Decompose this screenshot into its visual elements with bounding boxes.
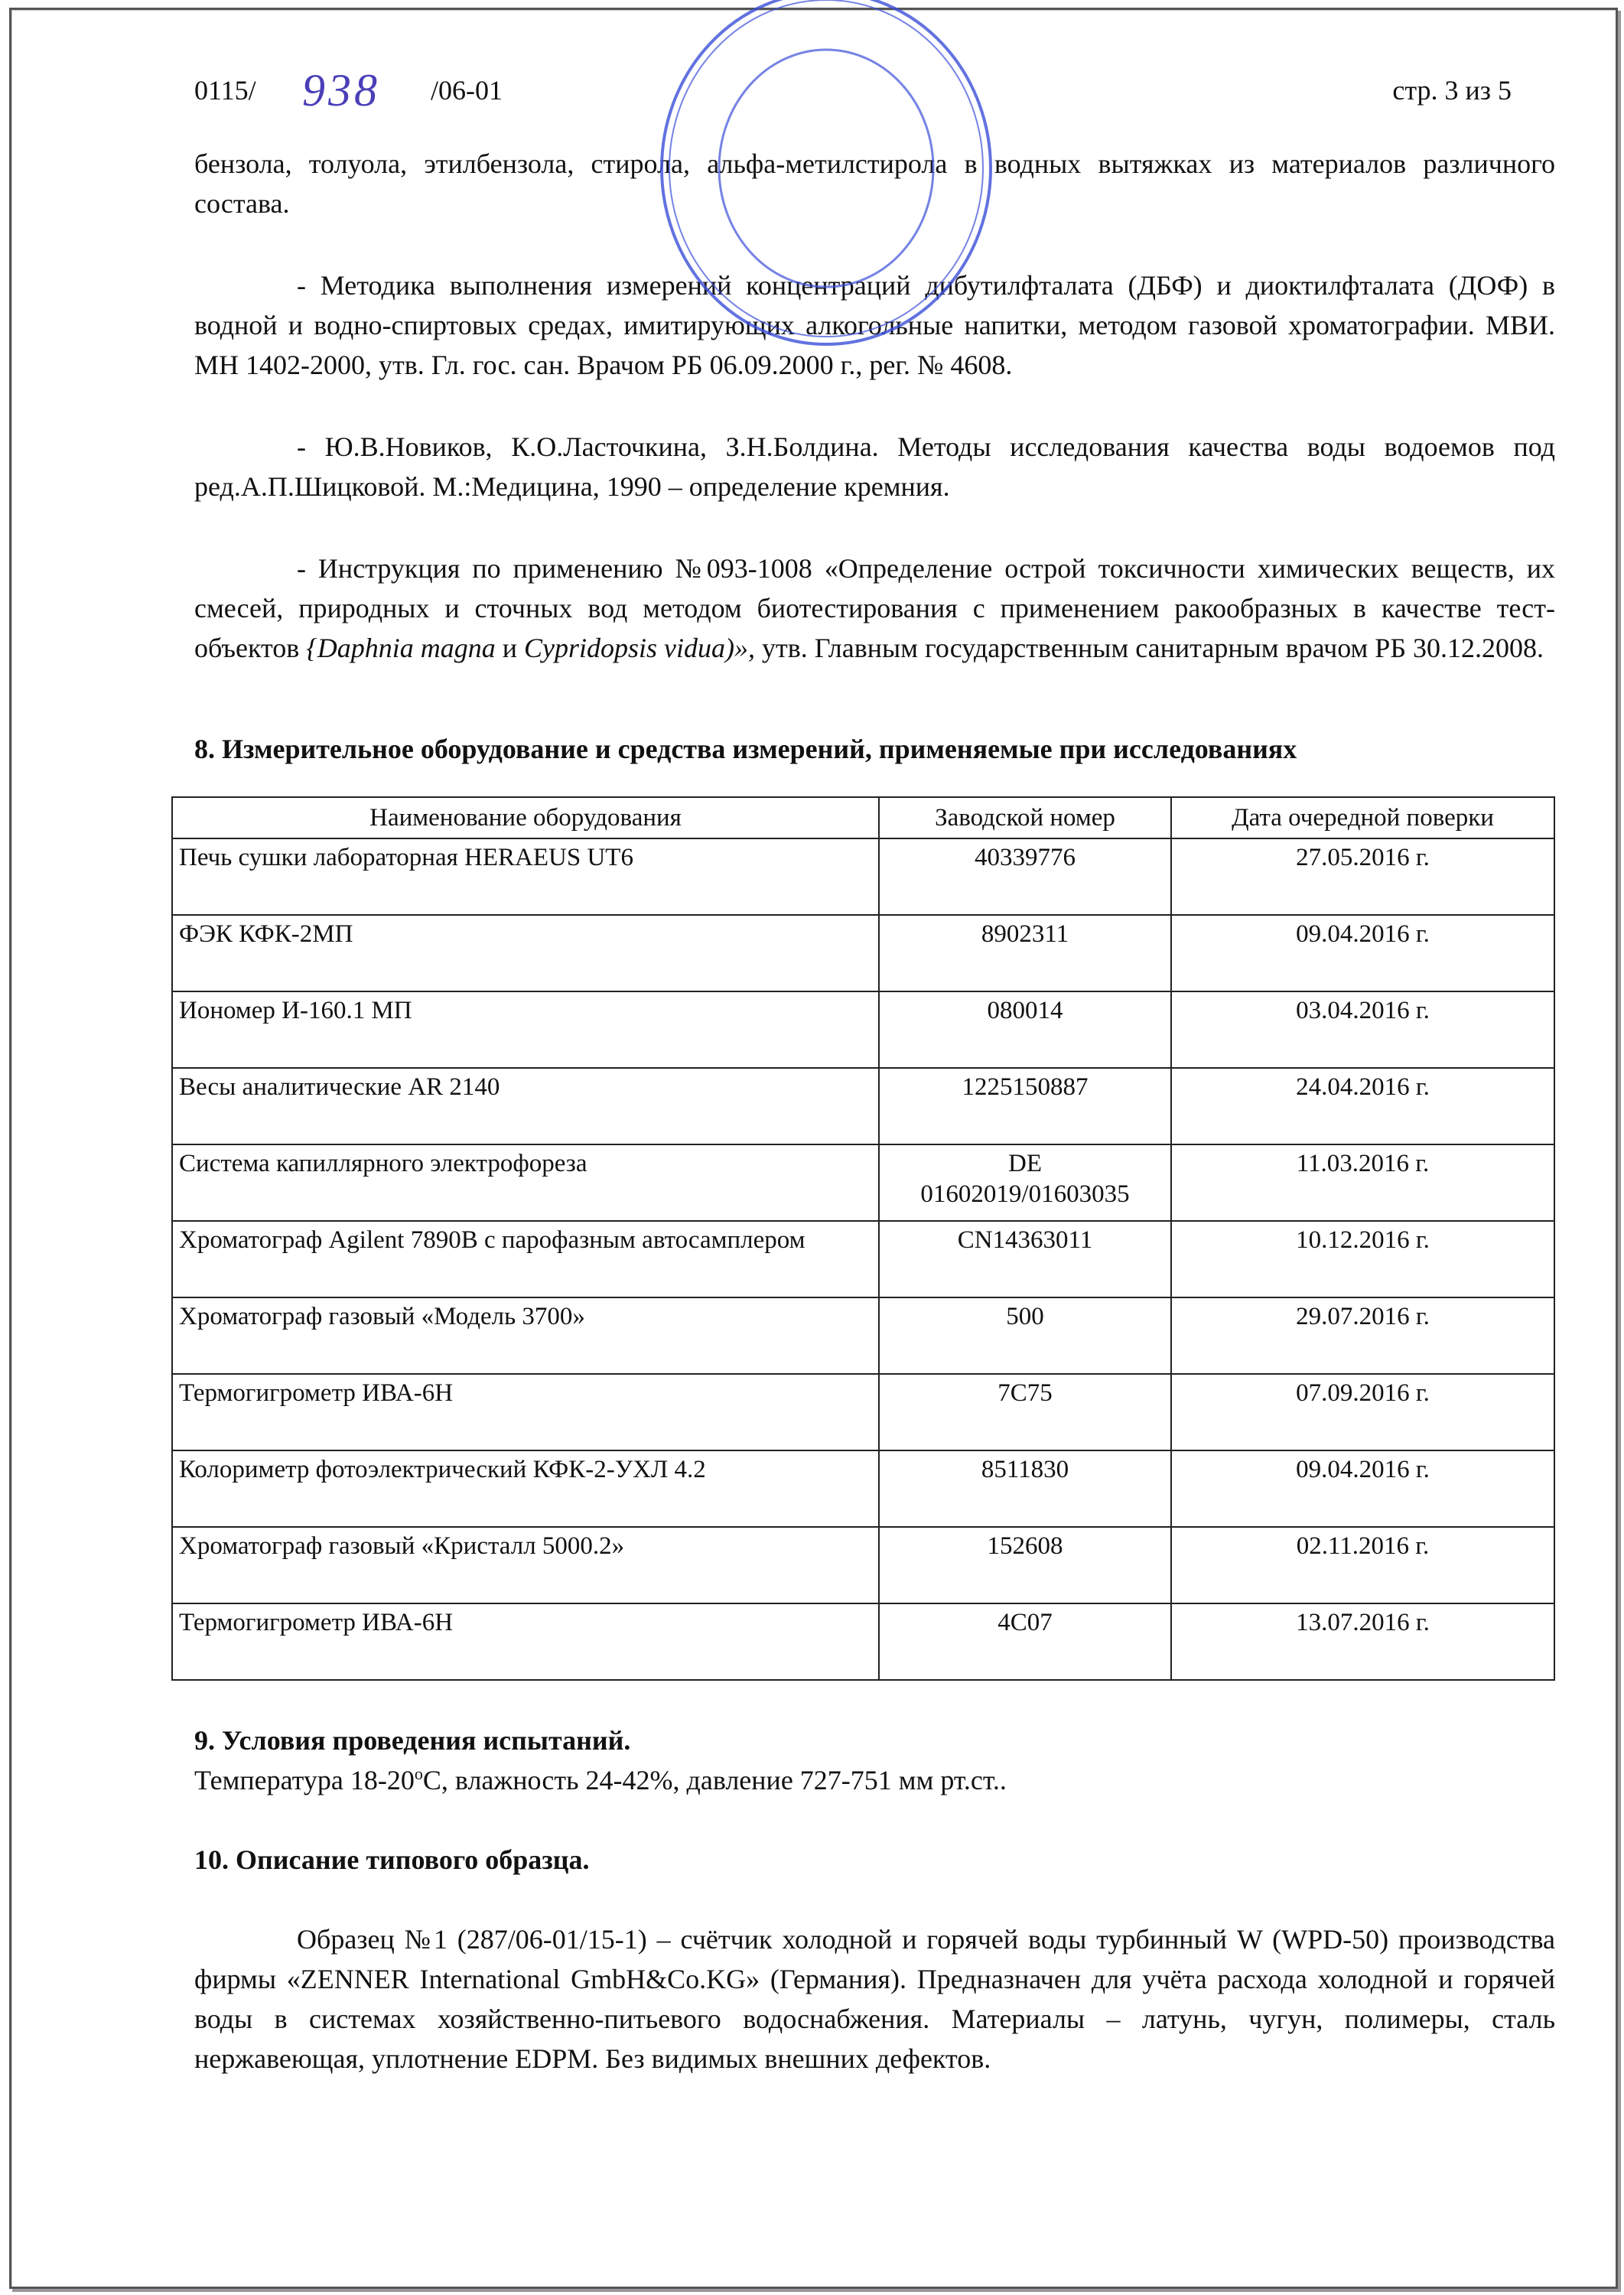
verification-date-cell: 07.09.2016 г. <box>1171 1374 1554 1450</box>
conjunction: и <box>495 633 524 663</box>
page-content <box>179 60 1555 2079</box>
equipment-name-cell: Хроматограф газовый «Кристалл 5000.2» <box>172 1527 879 1603</box>
verification-date-cell: 09.04.2016 г. <box>1171 1450 1554 1527</box>
verification-date-cell: 02.11.2016 г. <box>1171 1527 1554 1603</box>
column-header-serial: Заводской номер <box>879 797 1171 838</box>
table-row <box>172 1068 1554 1144</box>
serial-number-cell: 4С07 <box>879 1603 1171 1680</box>
verification-date-cell: 03.04.2016 г. <box>1171 991 1554 1068</box>
serial-number-cell: DE 01602019/01603035 <box>879 1144 1171 1221</box>
paragraph-novikov: - Ю.В.Новиков, К.О.Ласточкина, З.Н.Болдина. Методы исследования качества воды водоемов под ред.А.П.Шицковой. М.:Медицина, 1990 – определение кремния. <box>194 431 1555 502</box>
doc-number-suffix: /06-01 <box>431 75 503 106</box>
section-9-title: 9. Условия проведения испытаний. <box>194 1725 631 1756</box>
verification-date-cell: 29.07.2016 г. <box>1171 1297 1554 1374</box>
table-row <box>172 1374 1554 1450</box>
conditions-temp: Температура 18-20 <box>194 1765 415 1795</box>
serial-number-cell: 40339776 <box>879 838 1171 915</box>
serial-number-cell: 500 <box>879 1297 1171 1374</box>
page-header <box>194 60 1555 121</box>
equipment-name-cell: Иономер И-160.1 МП <box>172 991 879 1068</box>
serial-number-cell: 8902311 <box>879 915 1171 991</box>
verification-date-cell: 13.07.2016 г. <box>1171 1603 1554 1680</box>
table-row <box>172 1450 1554 1527</box>
sample-description: Образец №1 (287/06-01/15-1) – счётчик холодной и горячей воды турбинный W (WPD-50) производства фирмы «ZENNER International GmbH&Co.KG» (Германия). Предназначен для учёта расхода холодной и горячей воды в системах хозяйственно-питьевого водоснабжения. Материалы – латунь, чугун, полимеры, сталь нержавеющая, уплотнение EDPM. Без видимых внешних дефектов. <box>194 1924 1555 2074</box>
species-1: {Daphnia magna <box>306 633 496 663</box>
equipment-name-cell: ФЭК КФК-2МП <box>172 915 879 991</box>
equipment-name-cell: Система капиллярного электрофореза <box>172 1144 879 1221</box>
paragraph-method-dbf: - Методика выполнения измерений концентраций дибутилфталата (ДБФ) и диоктилфталата (ДОФ) в водной и водно-спиртовых средах, имитирующих алкогольные напитки, методом газовой хроматографии. МВИ. МН 1402-2000, утв. Гл. гос. сан. Врачом РБ 06.09.2000 г., рег. № 4608. <box>194 270 1555 380</box>
equipment-name-cell: Хроматограф газовый «Модель 3700» <box>172 1297 879 1374</box>
instruction-text: - Инструкция по применению №093-1008 «Определение острой токсичности химических веществ, их смесей, природных и сточных вод методом биотестирования с применением ракообразных в качестве тест-объектов <box>194 553 1555 663</box>
verification-date-cell: 10.12.2016 г. <box>1171 1221 1554 1297</box>
table-row <box>172 1527 1554 1603</box>
column-header-date: Дата очередной поверки <box>1171 797 1554 838</box>
page-number: стр. 3 из 5 <box>1392 75 1512 106</box>
table-row <box>172 838 1554 915</box>
doc-number-handwritten: 938 <box>302 65 380 116</box>
verification-date-cell: 27.05.2016 г. <box>1171 838 1554 915</box>
species-2: Cypridopsis vidua)», <box>523 633 755 663</box>
verification-date-cell: 24.04.2016 г. <box>1171 1068 1554 1144</box>
equipment-name-cell: Весы аналитические AR 2140 <box>172 1068 879 1144</box>
equipment-table <box>171 796 1555 1681</box>
equipment-name-cell: Печь сушки лабораторная HERAEUS UT6 <box>172 838 879 915</box>
serial-number-cell: 152608 <box>879 1527 1171 1603</box>
table-row <box>172 1221 1554 1297</box>
section-8-title: 8. Измерительное оборудование и средства измерений, применяемые при исследованиях <box>194 734 1297 764</box>
serial-number-cell: 1225150887 <box>879 1068 1171 1144</box>
test-conditions <box>194 1760 1555 1800</box>
column-header-name: Наименование оборудования <box>172 797 879 838</box>
equipment-name-cell: Термогигрометр ИВА-6Н <box>172 1603 879 1680</box>
serial-number-cell: CN14363011 <box>879 1221 1171 1297</box>
verification-date-cell: 11.03.2016 г. <box>1171 1144 1554 1221</box>
section-10-title: 10. Описание типового образца. <box>194 1844 590 1875</box>
table-row <box>172 1603 1554 1680</box>
table-header-row <box>172 797 1554 838</box>
table-row <box>172 1297 1554 1374</box>
verification-date-cell: 09.04.2016 г. <box>1171 915 1554 991</box>
paragraph-instruction <box>194 549 1555 668</box>
table-row <box>172 915 1554 991</box>
conditions-rest: С, влажность 24-42%, давление 727-751 мм рт.ст.. <box>422 1765 1007 1795</box>
doc-number-prefix: 0115/ <box>194 75 256 106</box>
paragraph-1: бензола, толуола, этилбензола, стирола, альфа-метилстирола в водных вытяжках из материалов различного состава. <box>194 148 1555 219</box>
equipment-name-cell: Хроматограф Agilent 7890B с парофазным автосамплером <box>172 1221 879 1297</box>
equipment-name-cell: Колориметр фотоэлектрический КФК-2-УХЛ 4.2 <box>172 1450 879 1527</box>
serial-number-cell: 080014 <box>879 991 1171 1068</box>
degree-superscript: о <box>414 1764 423 1783</box>
instruction-approval: утв. Главным государственным санитарным врачом РБ 30.12.2008. <box>754 633 1544 663</box>
table-row <box>172 1144 1554 1221</box>
serial-number-cell: 7С75 <box>879 1374 1171 1450</box>
table-row <box>172 991 1554 1068</box>
serial-number-cell: 8511830 <box>879 1450 1171 1527</box>
equipment-name-cell: Термогигрометр ИВА-6Н <box>172 1374 879 1450</box>
